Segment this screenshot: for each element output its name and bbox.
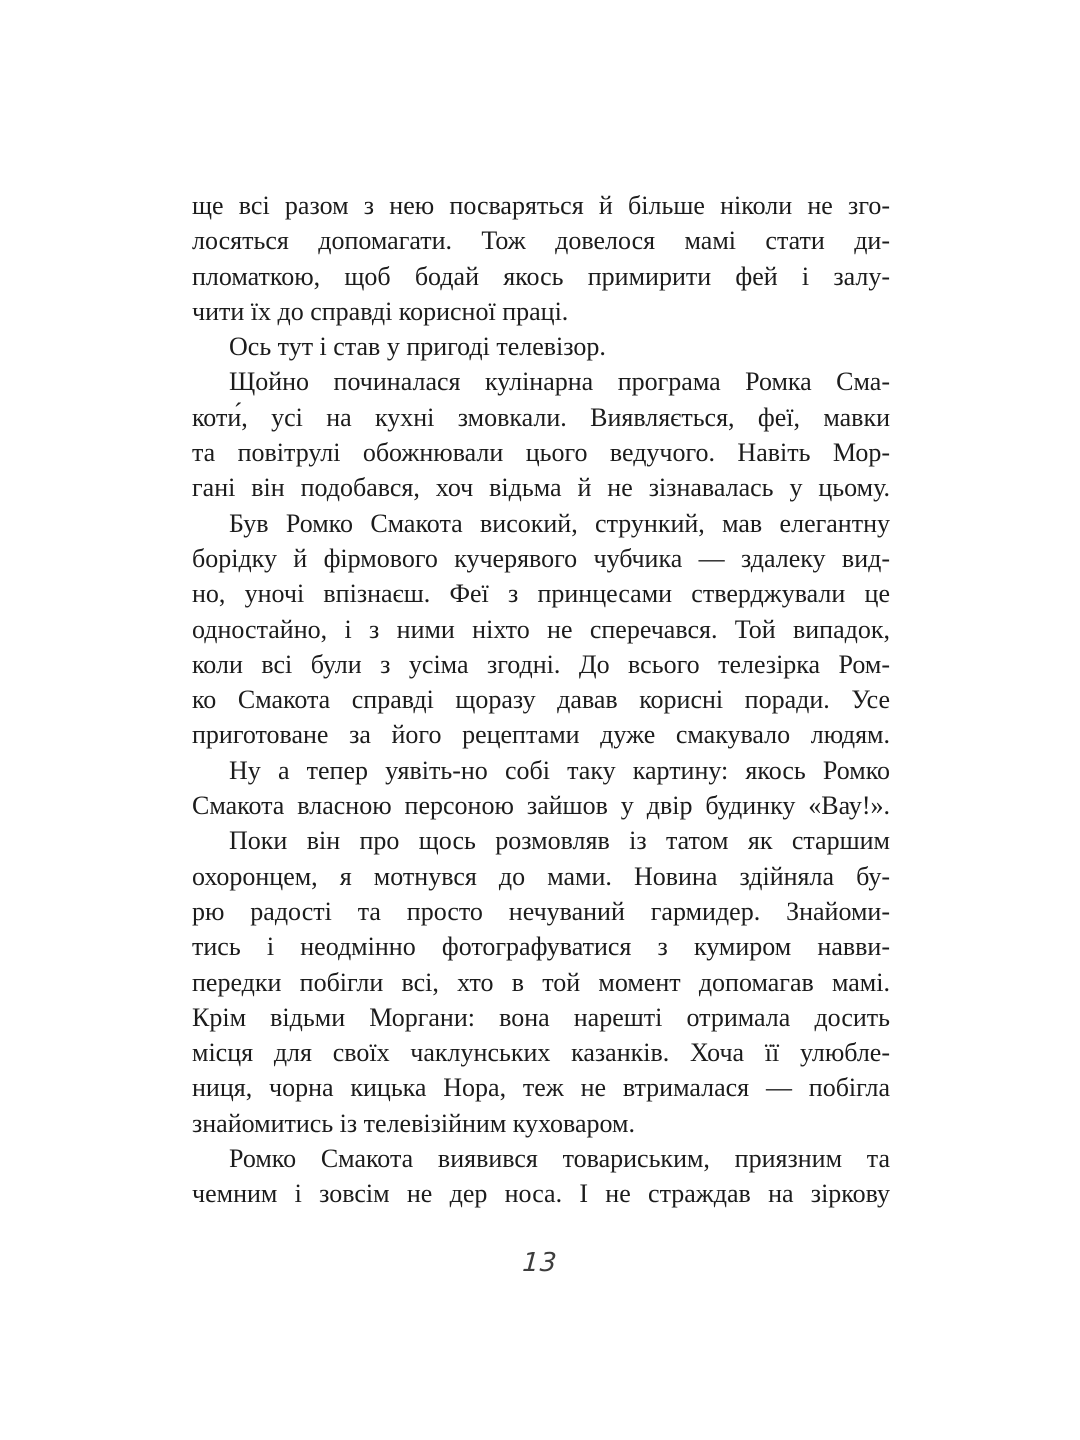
- text-line: пломаткою, щоб бодай якось примирити фей і залу-: [192, 261, 890, 291]
- text-line: ниця, чорна кицька Нора, теж не втрималася — побігла: [192, 1073, 890, 1103]
- text-line: Крім відьми Моргани: вона нарешті отримала досить: [192, 1002, 890, 1032]
- text-line: Поки він про щось розмовляв із татом як старшим: [229, 826, 890, 856]
- text-line: ще всі разом з нею посваряться й більше ніколи не зго-: [192, 191, 890, 220]
- text-line: передки побігли всі, хто в той момент допомагав мамі.: [192, 967, 890, 997]
- text-line: гані він подобався, хоч відьма й не зізнавалась у цьому.: [192, 473, 890, 503]
- text-line: но, уночі впізнаєш. Феї з принцесами стверджували це: [192, 579, 890, 609]
- text-line: Смакота власною персоною зайшов у двір будинку «Вау!».: [192, 791, 890, 821]
- text-line: лосяться допомагати. Тож довелося мамі стати ди-: [192, 226, 890, 256]
- text-line: Ну а тепер уявіть-но собі таку картину: якось Ромко: [229, 755, 890, 785]
- text-line: чити їх до справді корисної праці.: [192, 296, 569, 326]
- text-line: приготоване за його рецептами дуже смакувало людям.: [192, 720, 890, 750]
- text-line: Ромко Смакота виявився товариським, приязним та: [229, 1144, 890, 1174]
- text-line: знайомитись із телевізійним куховаром.: [192, 1108, 635, 1138]
- text-line: ко Смакота справді щоразу давав корисні поради. Усе: [192, 685, 890, 715]
- text-line: місця для своїх чаклунських казанків. Хоча її улюбле-: [192, 1038, 890, 1068]
- text-line: Був Ромко Смакота високий, стрункий, мав елегантну: [229, 508, 890, 538]
- text-line: та повітрулі обожнювали цього ведучого. Навіть Мор-: [192, 438, 890, 468]
- page-number: 13: [521, 1248, 559, 1278]
- text-line: борідку й фірмового кучерявого чубчика — здалеку вид-: [192, 543, 890, 573]
- text-line: Ось тут і став у пригоді телевізор.: [229, 332, 606, 362]
- text-line: охоронцем, я мотнувся до мами. Новина здійняла бу-: [192, 861, 890, 891]
- text-block: [192, 188, 890, 1212]
- text-line: рю радості та просто нечуваний гармидер. Знайоми-: [192, 896, 890, 926]
- text-line: коли всі були з усіма згодні. До всього телезірка Ром-: [192, 649, 890, 679]
- text-line: коти́, усі на кухні змовкали. Виявляється, феї, мавки: [192, 402, 890, 432]
- text-line: чемним і зовсім не дер носа. І не страждав на зіркову: [192, 1179, 890, 1209]
- text-line: тись і неодмінно фотографуватися з кумиром навви-: [192, 932, 890, 962]
- text-line: Щойно починалася кулінарна програма Ромка Сма-: [229, 367, 890, 397]
- text-line: одностайно, і з ними ніхто не сперечався. Той випадок,: [192, 614, 890, 644]
